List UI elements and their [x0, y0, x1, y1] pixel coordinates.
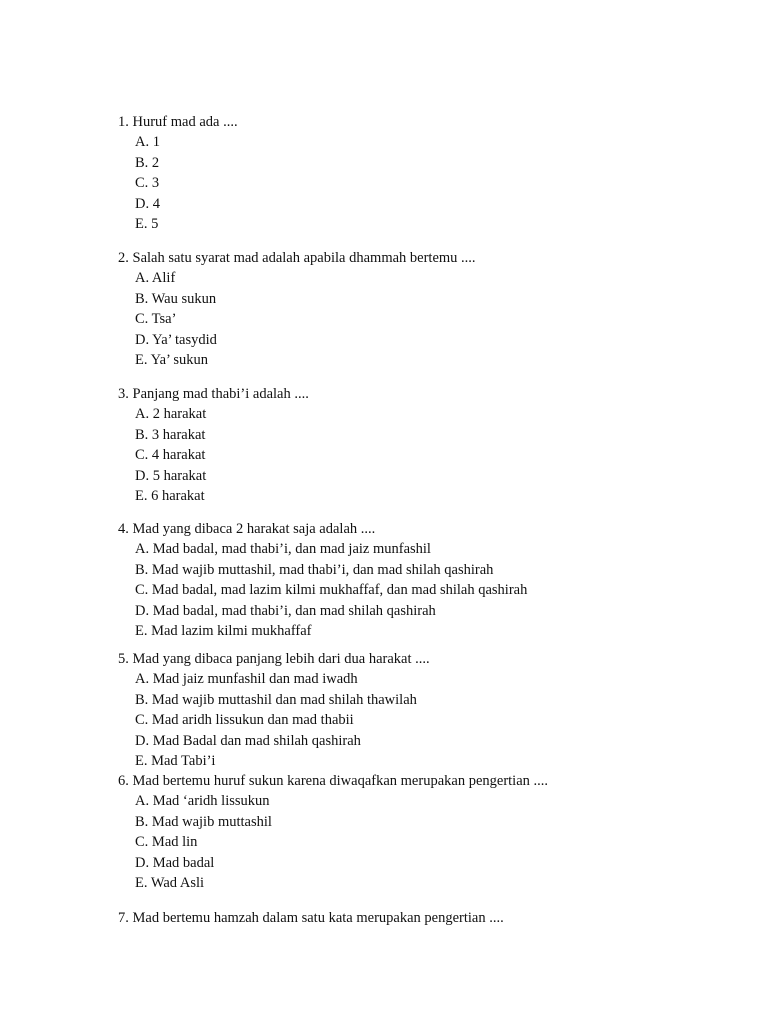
option-b: B. Wau sukun	[135, 290, 217, 307]
option-d: D. Ya’ tasydid	[135, 331, 217, 348]
question-5	[118, 649, 738, 771]
question-2	[118, 248, 738, 370]
question-text: 6. Mad bertemu huruf sukun karena diwaqafkan merupakan pengertian ....	[118, 773, 549, 789]
question-3	[118, 384, 738, 506]
question-text: 3. Panjang mad thabi’i adalah ....	[118, 386, 309, 402]
option-a: A. 2 harakat	[135, 406, 207, 423]
option-e: E. 5	[135, 215, 159, 232]
option-e: E. 6 harakat	[135, 487, 205, 504]
option-e: E. Ya’ sukun	[135, 351, 209, 368]
option-d: D. 5 harakat	[135, 467, 207, 484]
option-c: C. Mad lin	[135, 834, 198, 851]
option-b: B. 2	[135, 154, 160, 171]
option-c: C. Mad badal, mad lazim kilmi mukhaffaf, dan mad shilah qashirah	[135, 582, 528, 599]
option-d: D. 4	[135, 195, 160, 212]
option-e: E. Wad Asli	[135, 874, 205, 891]
question-6	[118, 771, 738, 893]
option-a: A. Alif	[135, 270, 176, 287]
question-7	[118, 908, 738, 928]
option-d: D. Mad Badal dan mad shilah qashirah	[135, 732, 361, 749]
option-a: A. Mad jaiz munfashil dan mad iwadh	[135, 671, 358, 688]
option-c: C. Tsa’	[135, 311, 177, 328]
question-text: 1. Huruf mad ada ....	[118, 114, 238, 130]
question-text: 2. Salah satu syarat mad adalah apabila dhammah bertemu ....	[118, 250, 476, 266]
option-c: C. 3	[135, 175, 160, 192]
question-text: 7. Mad bertemu hamzah dalam satu kata merupakan pengertian ....	[118, 910, 504, 926]
option-c: C. 4 harakat	[135, 447, 206, 464]
option-c: C. Mad aridh lissukun dan mad thabii	[135, 712, 354, 729]
option-a: A. Mad ‘aridh lissukun	[135, 793, 270, 810]
question-1	[118, 112, 738, 234]
option-b: B. Mad wajib muttashil	[135, 813, 272, 830]
option-d: D. Mad badal	[135, 854, 215, 871]
question-text: 5. Mad yang dibaca panjang lebih dari dua harakat ....	[118, 651, 430, 667]
option-e: E. Mad lazim kilmi mukhaffaf	[135, 622, 312, 639]
option-b: B. Mad wajib muttashil dan mad shilah thawilah	[135, 691, 417, 708]
option-a: A. 1	[135, 134, 160, 151]
option-a: A. Mad badal, mad thabi’i, dan mad jaiz munfashil	[135, 541, 431, 558]
option-b: B. 3 harakat	[135, 426, 206, 443]
option-b: B. Mad wajib muttashil, mad thabi’i, dan mad shilah qashirah	[135, 561, 494, 578]
option-e: E. Mad Tabi’i	[135, 752, 216, 769]
question-4	[118, 519, 738, 641]
question-text: 4. Mad yang dibaca 2 harakat saja adalah ....	[118, 521, 376, 537]
option-d: D. Mad badal, mad thabi’i, dan mad shilah qashirah	[135, 602, 436, 619]
